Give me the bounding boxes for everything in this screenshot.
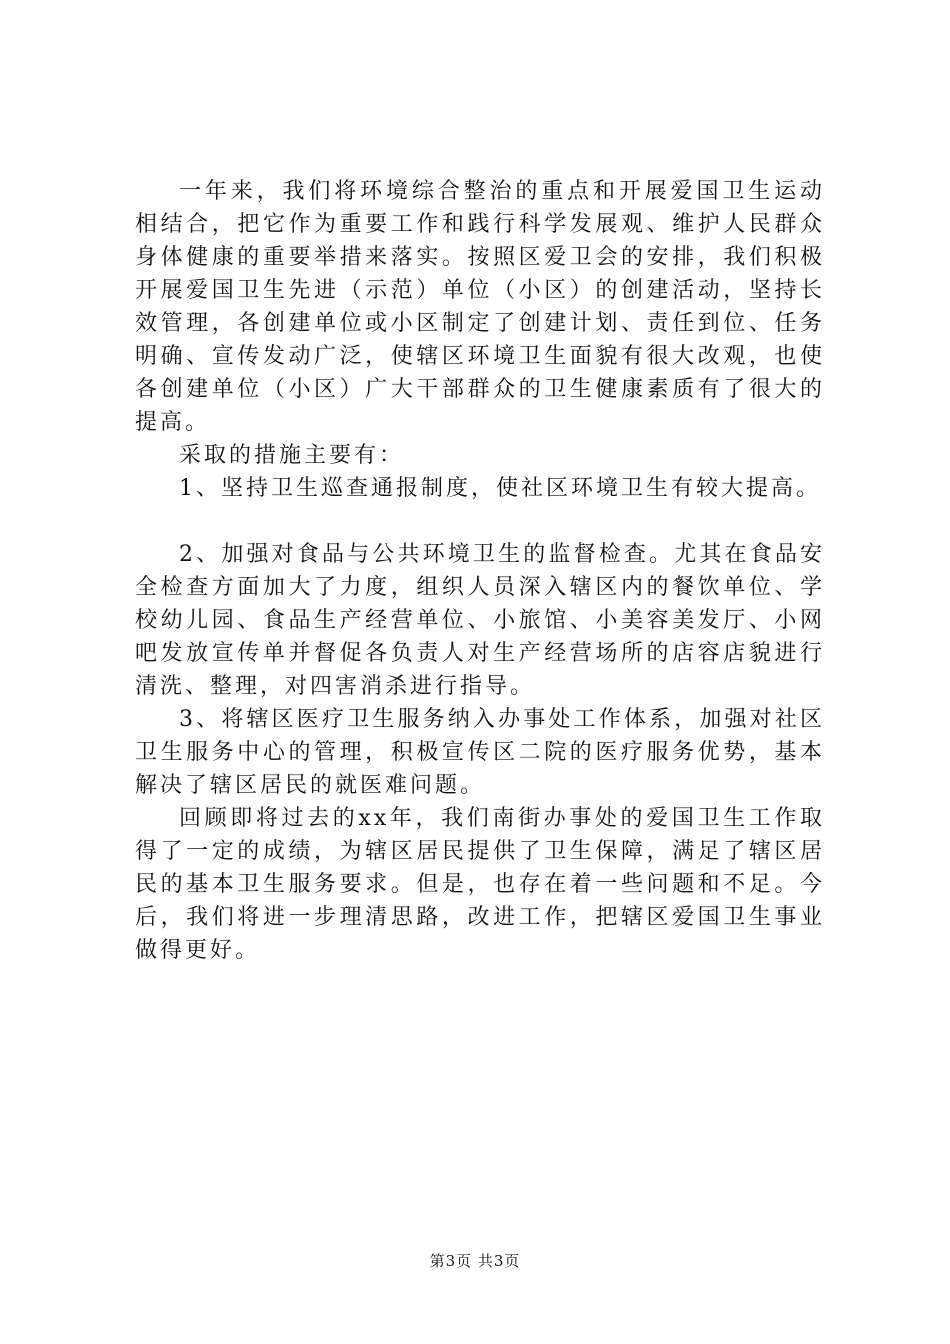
paragraph-measure-3: 3、将辖区医疗卫生服务纳入办事处工作体系，加强对社区卫生服务中心的管理，积极宣传区二院的医疗服务优势，基本解决了辖区居民的就医难问题。 [135,707,825,798]
paragraph-measure-1: 1、坚持卫生巡查通报制度，使社区环境卫生有较大提高。 [179,476,821,501]
paragraph-review: 回顾即将过去的xx年，我们南街办事处的爱国卫生工作取得了一定的成绩，为辖区居民提供了卫生保障，满足了辖区居民的基本卫生服务要求。但是，也存在着一些问题和不足。今后，我们将进一步理清思路，改进工作，把辖区爱国卫生事业做得更好。 [135,806,825,963]
page-number-footer: 第3页 共3页 [429,1252,521,1270]
paragraph-measure-2: 2、加强对食品与公共环境卫生的监督检查。尤其在食品安全检查方面加大了力度，组织人员深入辖区内的餐饮单位、学校幼儿园、食品生产经营单位、小旅馆、小美容美发厅、小网吧发放宣传单并督促各负责人对生产经营场所的店容店貌进行清洗、整理，对四害消杀进行指导。 [135,542,825,699]
document-body [135,175,825,967]
paragraph-intro: 一年来，我们将环境综合整治的重点和开展爱国卫生运动相结合，把它作为重要工作和践行科学发展观、维护人民群众身体健康的重要举措来落实。按照区爱卫会的安排，我们积极开展爱国卫生先进（示范）单位（小区）的创建活动，坚持长效管理，各创建单位或小区制定了创建计划、责任到位、任务明确、宣传发动广泛，使辖区环境卫生面貌有很大改观，也使各创建单位（小区）广大干部群众的卫生健康素质有了很大的提高。 [135,179,825,435]
blank-line [135,505,825,538]
paragraph-measures-heading: 采取的措施主要有： [179,443,405,468]
